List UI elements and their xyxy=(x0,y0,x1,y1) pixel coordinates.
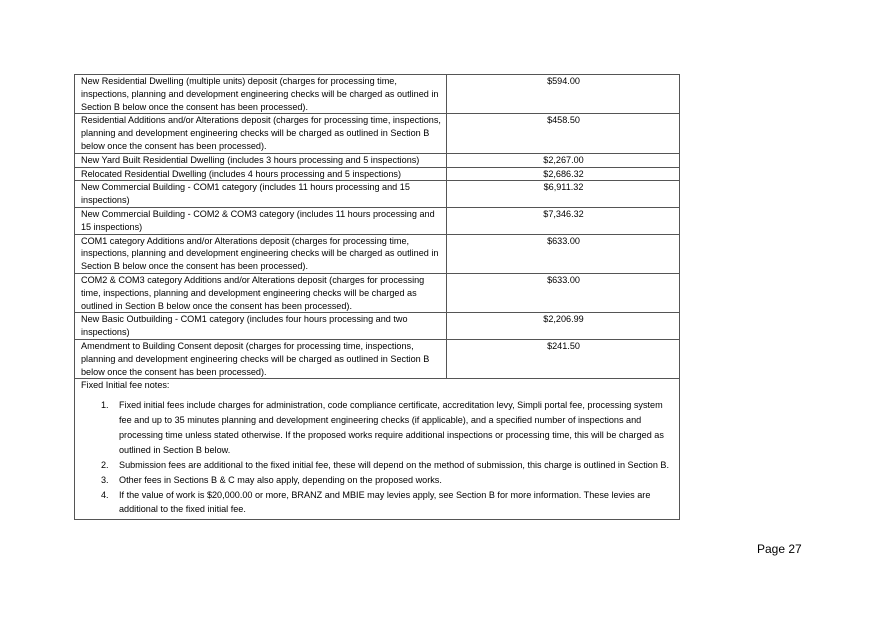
fee-description: Residential Additions and/or Alterations deposit (charges for processing time, inspections, planning and development engineering checks will be charged as outlined in Section B below once the consent has been processed). xyxy=(75,114,447,153)
notes-cell xyxy=(75,379,680,520)
fee-description: New Yard Built Residential Dwelling (includes 3 hours processing and 5 inspections) xyxy=(75,153,447,167)
list-item-text: Other fees in Sections B & C may also apply, depending on the proposed works. xyxy=(119,474,442,485)
notes-list xyxy=(81,398,673,517)
list-item-number: 4. xyxy=(101,489,109,500)
table-row xyxy=(75,153,680,167)
fee-description: Relocated Residential Dwelling (includes 4 hours processing and 5 inspections) xyxy=(75,167,447,181)
list-item xyxy=(81,458,673,473)
fee-description: New Basic Outbuilding - COM1 category (includes four hours processing and two inspections) xyxy=(75,313,447,340)
fee-table xyxy=(74,74,680,520)
fee-amount: $2,267.00 xyxy=(447,153,680,167)
fee-amount: $2,686.32 xyxy=(447,167,680,181)
page-number: Page 27 xyxy=(757,542,802,556)
fee-amount: $6,911.32 xyxy=(447,181,680,208)
table-row xyxy=(75,75,680,114)
table-row xyxy=(75,207,680,234)
fee-description: New Commercial Building - COM1 category (includes 11 hours processing and 15 inspections) xyxy=(75,181,447,208)
fee-description: COM1 category Additions and/or Alterations deposit (charges for processing time, inspections, planning and development engineering checks will be charged as outlined in Section B below once the consent has been processed). xyxy=(75,234,447,273)
table-row xyxy=(75,181,680,208)
fee-description: Amendment to Building Consent deposit (charges for processing time, inspections, planning and development engineering checks will be charged as outlined in Section B below once the consent has been processed). xyxy=(75,339,447,378)
table-row xyxy=(75,273,680,312)
list-item-text: If the value of work is $20,000.00 or more, BRANZ and MBIE may levies apply, see Section B for more information. These levies are additional to the fixed initial fee. xyxy=(119,489,651,515)
fee-amount: $633.00 xyxy=(447,273,680,312)
table-row xyxy=(75,339,680,378)
table-row xyxy=(75,234,680,273)
notes-title: Fixed Initial fee notes: xyxy=(81,380,170,391)
list-item-number: 1. xyxy=(101,400,109,411)
fee-amount: $633.00 xyxy=(447,234,680,273)
fee-description: New Commercial Building - COM2 & COM3 category (includes 11 hours processing and 15 inspections) xyxy=(75,207,447,234)
table-row xyxy=(75,167,680,181)
list-item xyxy=(81,488,673,518)
fee-description: New Residential Dwelling (multiple units) deposit (charges for processing time, inspections, planning and development engineering checks will be charged as outlined in Section B below once the consent has been processed). xyxy=(75,75,447,114)
fee-amount: $594.00 xyxy=(447,75,680,114)
list-item-text: Fixed initial fees include charges for administration, code compliance certificate, accreditation levy, Simpli portal fee, processing system fee and up to 35 minutes planning and development engineering checks (if applicable), and a specified number of inspections and processing time unless stated otherwise. If the proposed works require additional inspections or processing time, this will be charged as outlined in Section B below. xyxy=(119,400,664,455)
list-item-number: 2. xyxy=(101,459,109,470)
table-row xyxy=(75,114,680,153)
list-item-text: Submission fees are additional to the fixed initial fee, these will depend on the method of submission, this charge is outlined in Section B. xyxy=(119,459,669,470)
list-item xyxy=(81,473,673,488)
fee-amount: $241.50 xyxy=(447,339,680,378)
table-row xyxy=(75,313,680,340)
list-item-number: 3. xyxy=(101,474,109,485)
fee-amount: $458.50 xyxy=(447,114,680,153)
list-item xyxy=(81,398,673,458)
fee-description: COM2 & COM3 category Additions and/or Alterations deposit (charges for processing time, inspections, planning and development engineering checks will be charged as outlined in Section B below once the consent has been processed). xyxy=(75,273,447,312)
notes-row xyxy=(75,379,680,520)
fee-amount: $2,206.99 xyxy=(447,313,680,340)
fee-amount: $7,346.32 xyxy=(447,207,680,234)
